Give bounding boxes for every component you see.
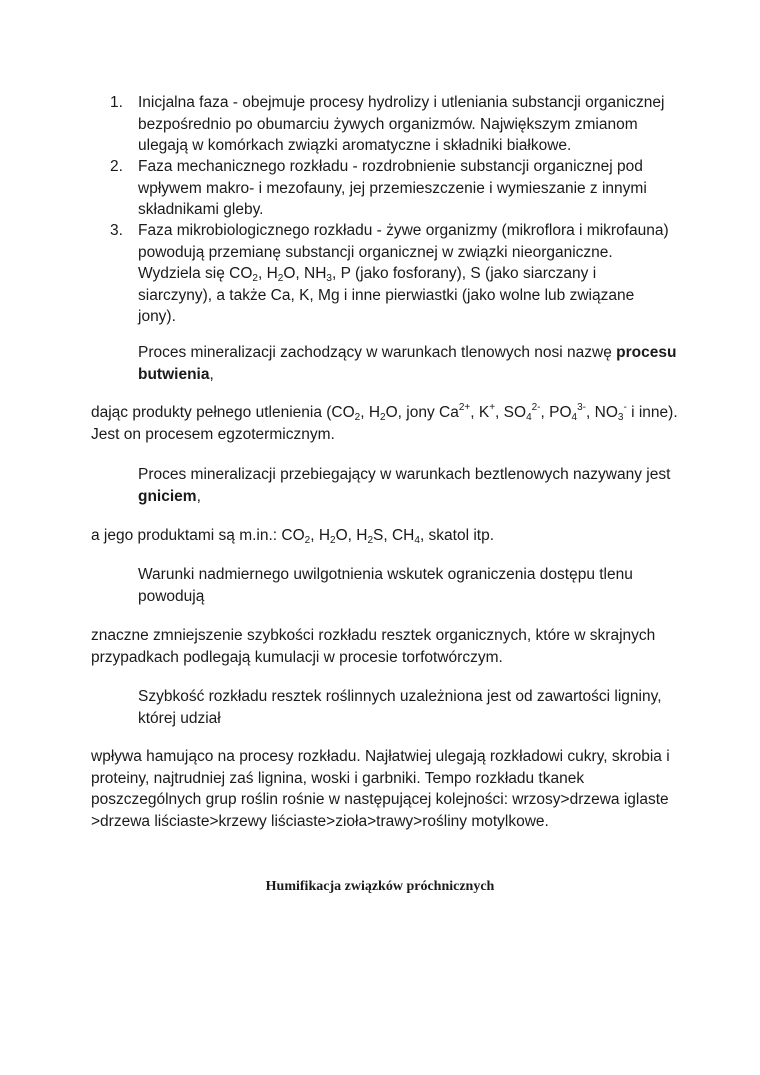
list-item-2: [110, 156, 670, 221]
list-text: Faza mechanicznego rozkładu - rozdrobnienie substancji organicznej pod wpływem makro- i mezofauny, jej przemieszczenie i wymieszanie z innymi składnikami gleby.: [138, 158, 647, 218]
paragraph-1-lead: Proces mineralizacji zachodzący w warunkach tlenowych nosi nazwę procesu butwienia,: [138, 344, 677, 383]
list-text: Inicjalna faza - obejmuje procesy hydrolizy i utleniania substancji organicznej bezpośrednio po obumarciu żywych organizmów. Największym zmianom ulegają w komórkach związki aromatyczne i składniki białkowe.: [138, 94, 665, 154]
list-number: 3.: [110, 222, 123, 239]
paragraph-2-lead: Proces mineralizacji przebiegający w warunkach beztlenowych nazywany jest gniciem,: [138, 466, 671, 505]
section-heading: Humifikacja związków próchnicznych: [265, 879, 495, 894]
paragraph-2-body: a jego produktami są m.in.: $CO_2$, $H_2O$, $H_2S$, $CH_4$, skatol itp.: [91, 527, 495, 546]
list-text: Faza mikrobiologicznego rozkładu - żywe organizmy (mikroflora i mikrofauna) powodują przemianę substancji organicznej w związki nieorganiczne. Wydziela się $CO_2$, $H_2O$, $NH_3$, P (jako fosforany), S (jako siarczany i siarczyny), a także Ca, K, Mg i inne pierwiastki (jako wolne lub związane jony).: [138, 222, 669, 325]
paragraph-1-body: dając produkty pełnego utlenienia ($CO_2$, $H_2O$, jony $Ca^{2+}$, K+, $SO_4^{2-}$, $PO_4^{3-}$, $NO_3^-$ i inne). Jest on procesem egzotermicznym.: [91, 402, 678, 443]
paragraph-4-body: wpływa hamująco na procesy rozkładu. Najłatwiej ulegają rozkładowi cukry, skrobia i proteiny, najtrudniej zaś lignina, woski i garbniki. Tempo rozkładu tkanek poszczególnych grup roślin rośnie w następującej kolejności: wrzosy>drzewa iglaste >drzewa liściaste>krzewy liściaste>zioła>trawy>rośliny motylkowe.: [91, 748, 670, 830]
list-number: 1.: [110, 94, 123, 111]
paragraph-3-body: znaczne zmniejszenie szybkości rozkładu resztek organicznych, które w skrajnych przypadkach podlegają kumulacji w procesie torfotwórczym.: [91, 627, 656, 666]
list-item-3: [110, 220, 670, 328]
list-number: 2.: [110, 158, 123, 175]
list-item-1: [110, 92, 670, 157]
paragraph-4-lead: Szybkość rozkładu resztek roślinnych uzależniona jest od zawartości ligniny, której udział: [138, 688, 662, 727]
paragraph-3-lead: Warunki nadmiernego uwilgotnienia wskutek ograniczenia dostępu tlenu powodują: [138, 566, 633, 605]
